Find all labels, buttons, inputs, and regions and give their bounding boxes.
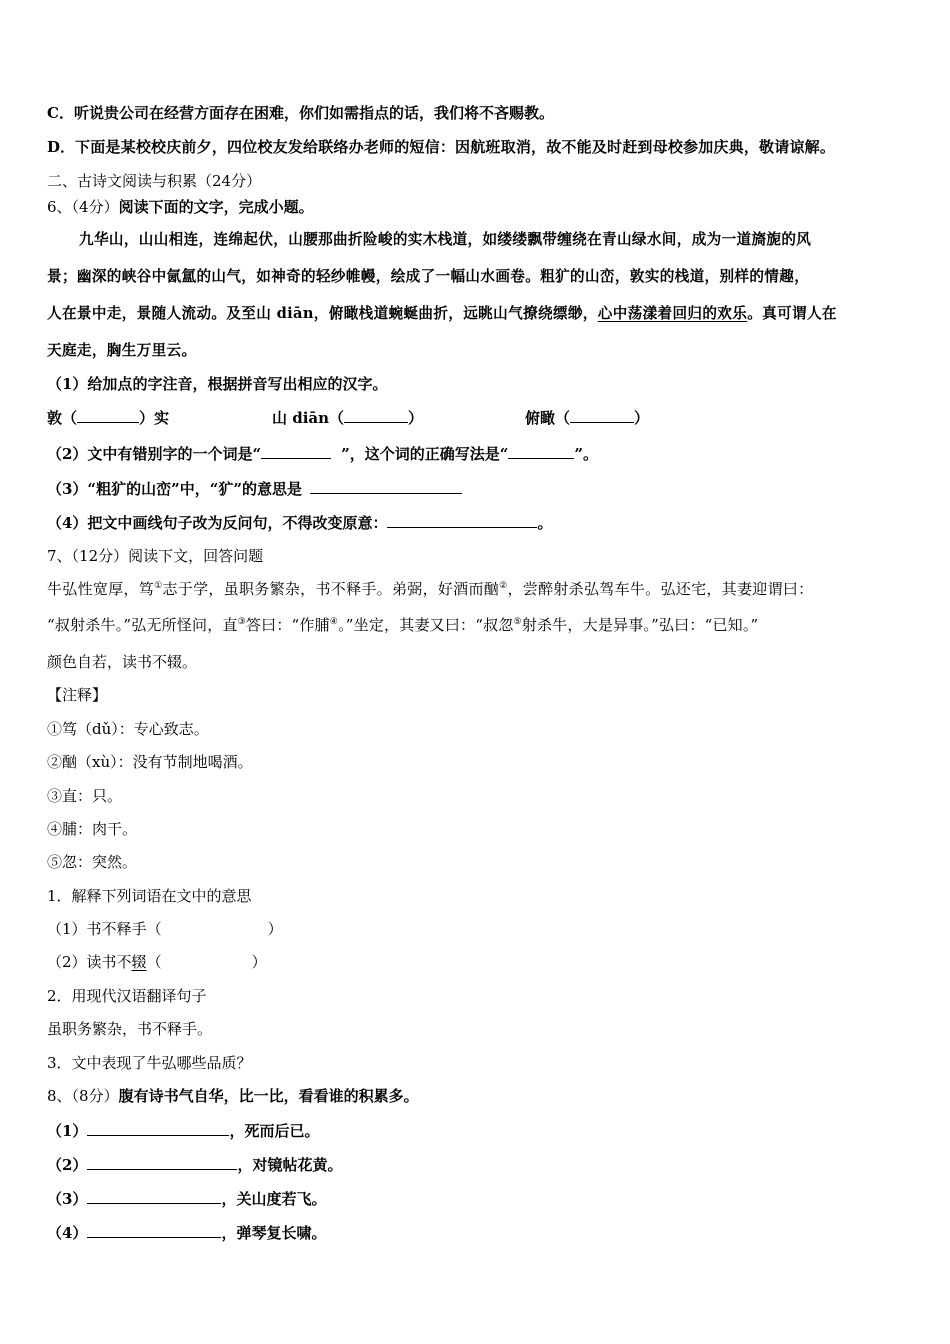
q6-sub2-text-c: ”。 bbox=[574, 445, 598, 463]
q7-heading: 7、（12分）阅读下文，回答问题 bbox=[47, 547, 264, 565]
q6-sub4 bbox=[47, 512, 914, 533]
wrong-word-blank[interactable] bbox=[261, 443, 331, 459]
blank-c-group bbox=[525, 407, 649, 428]
option-c bbox=[47, 103, 914, 123]
q6-passage-line-3-text: 人在景中走，景随人流动。及至山 diān，俯瞰栈道蜿蜒曲折，远眺山气撩绕缥缈， bbox=[47, 305, 598, 322]
q7-passage-line-2 bbox=[47, 615, 914, 635]
task-2-sentence: 虽职务繁杂，书不释手。 bbox=[47, 1020, 213, 1038]
q8-item-2-tail: ，对镜帖花黄。 bbox=[237, 1156, 343, 1174]
q6-passage-line-3-end: 。真可谓人在 bbox=[747, 305, 837, 322]
q6-sub3 bbox=[47, 478, 914, 499]
blank-c-close: ） bbox=[634, 409, 650, 427]
task-1-item-1 bbox=[47, 919, 914, 939]
q7-passage-line-3: 颜色自若，读书不辍。 bbox=[47, 653, 198, 671]
q6-passage-line-4: 天庭走，胸生万里云。 bbox=[47, 342, 197, 359]
blank-b-label: 山 diān（ bbox=[272, 409, 345, 427]
note-ref-4: ④ bbox=[329, 617, 339, 627]
t1-2-open: （ bbox=[146, 953, 162, 971]
rhetorical-question-blank[interactable] bbox=[387, 512, 537, 528]
task-3: 3．文中表现了牛弘哪些品质？ bbox=[47, 1054, 252, 1072]
q6-number: 6、（4分） bbox=[47, 198, 119, 216]
q6-passage-line-3 bbox=[47, 304, 914, 324]
q7-p1-c: ，尝醉射杀弘驾车牛。弘还宅，其妻迎谓曰： bbox=[507, 580, 814, 598]
note-3: ③直：只。 bbox=[47, 787, 123, 805]
q8-item-3-tail: ，关山度若飞。 bbox=[221, 1190, 327, 1208]
q7-p2-d: 射杀牛，大是异事。”弘曰：“已知。” bbox=[521, 616, 759, 634]
task-2: 2．用现代汉语翻译句子 bbox=[47, 987, 207, 1005]
notes-title: 【注释】 bbox=[47, 686, 108, 704]
q6-heading bbox=[47, 197, 914, 217]
q8-item-4 bbox=[47, 1222, 914, 1243]
q6-prompt: 阅读下面的文字，完成小题。 bbox=[118, 198, 314, 216]
q6-sub4-end: 。 bbox=[537, 514, 553, 532]
q7-passage-line-1 bbox=[47, 579, 914, 599]
blank-b-group bbox=[272, 407, 423, 428]
t1-2-close: ） bbox=[251, 953, 267, 971]
t1-1-text: （1）书不 bbox=[47, 920, 117, 938]
q8-item-4-tail: ，弹琴复长啸。 bbox=[221, 1224, 327, 1242]
task-1: 1．解释下列词语在文中的意思 bbox=[47, 887, 252, 905]
blank-b-close: ） bbox=[408, 409, 424, 427]
q8-item-1-tail: ，死而后已。 bbox=[229, 1122, 320, 1140]
q8-item-2-blank[interactable] bbox=[87, 1154, 237, 1170]
q8-item-4-blank[interactable] bbox=[87, 1222, 221, 1238]
q6-passage-line-2: 景；幽深的峡谷中氤氲的山气，如神奇的轻纱帷幔，绘成了一幅山水画卷。粗犷的山峦，敦实的栈道，别样的情趣， bbox=[47, 268, 810, 285]
q7-p2-c: 。”坐定，其妻又曰：“叔忽 bbox=[338, 616, 514, 634]
note-5: ⑤忽：突然。 bbox=[47, 853, 138, 871]
blank-a[interactable] bbox=[77, 407, 139, 423]
note-ref-2: ② bbox=[499, 581, 508, 591]
t1-1-close: ） bbox=[267, 920, 283, 938]
t1-2-text: （2）读书不 bbox=[47, 953, 132, 971]
section-title: 二、古诗文阅读与积累（24分） bbox=[47, 172, 262, 190]
option-d-text: 下面是某校校庆前夕，四位校友发给联络办老师的短信：因航班取消，故不能及时赶到母校参加庆典，敬请谅解。 bbox=[75, 138, 836, 156]
q8-item-3 bbox=[47, 1188, 914, 1209]
q6-blanks-row bbox=[47, 407, 914, 428]
q7-p1-b: 志于学，虽职务繁杂，书不释手。弟弼，好酒而酗 bbox=[162, 580, 500, 598]
meaning-blank[interactable] bbox=[310, 478, 462, 494]
t1-1-word: 释 bbox=[116, 920, 132, 938]
q6-sub1: （1）给加点的字注音，根据拼音写出相应的汉字。 bbox=[47, 375, 388, 393]
blank-a-close: ）实 bbox=[139, 409, 170, 427]
q7-p2-a: “叔射杀牛。”弘无所怪问，直 bbox=[47, 616, 238, 634]
blank-a-label: 敦（ bbox=[47, 409, 78, 427]
q8-item-2 bbox=[47, 1154, 914, 1175]
q7-p1-a: 牛弘性宽厚，笃 bbox=[47, 580, 155, 598]
t1-1-open: 手（ bbox=[131, 920, 162, 938]
note-4: ④脯：肉干。 bbox=[47, 820, 138, 838]
note-ref-1: ① bbox=[154, 581, 163, 591]
q8-item-1 bbox=[47, 1120, 914, 1141]
q6-sub2 bbox=[47, 443, 914, 464]
q8-item-1-blank[interactable] bbox=[87, 1120, 229, 1136]
option-c-text: 听说贵公司在经营方面存在困难，你们如需指点的话，我们将不吝赐教。 bbox=[73, 104, 554, 122]
q8-item-3-num: （3） bbox=[47, 1190, 88, 1208]
q8-item-2-num: （2） bbox=[47, 1156, 88, 1174]
option-d-letter: D． bbox=[47, 138, 76, 156]
blank-b[interactable] bbox=[344, 407, 408, 423]
blank-c[interactable] bbox=[570, 407, 634, 423]
note-2: ②酗（xù）：没有节制地喝酒。 bbox=[47, 753, 253, 771]
t1-2-word: 辍 bbox=[131, 953, 147, 971]
q8-heading bbox=[47, 1086, 914, 1106]
option-d bbox=[47, 137, 914, 157]
q8-number: 8、（8分） bbox=[47, 1087, 119, 1105]
task-1-item-2 bbox=[47, 952, 914, 972]
q8-item-4-num: （4） bbox=[47, 1224, 88, 1242]
q6-sub4-text: （4）把文中画线句子改为反问句，不得改变原意： bbox=[47, 514, 388, 532]
blank-c-label: 俯瞰（ bbox=[525, 409, 571, 427]
q8-prompt: 腹有诗书气自华，比一比，看看谁的积累多。 bbox=[118, 1087, 419, 1105]
q6-sub3-text: （3）“粗犷的山峦”中，“犷”的意思是 bbox=[47, 480, 302, 498]
q6-passage-line-1: 九华山，山山相连，连绵起伏，山腰那曲折险峻的实木栈道，如缕缕飘带缠绕在青山绿水间，成为一道旖旎的风 bbox=[79, 231, 812, 248]
q6-sub2-text-b: ”，这个词的正确写法是“ bbox=[341, 445, 509, 463]
option-c-letter: C． bbox=[47, 104, 74, 122]
q6-underlined-sentence: 心中荡漾着回归的欢乐 bbox=[597, 305, 748, 322]
q6-sub2-text-a: （2）文中有错别字的一个词是“ bbox=[47, 445, 262, 463]
note-ref-5: ⑤ bbox=[513, 617, 522, 627]
q8-item-1-num: （1） bbox=[47, 1122, 88, 1140]
correct-word-blank[interactable] bbox=[508, 443, 574, 459]
q7-p2-b: 答曰：“作脯 bbox=[245, 616, 330, 634]
q8-item-3-blank[interactable] bbox=[87, 1188, 221, 1204]
note-1: ①笃（dǔ）：专心致志。 bbox=[47, 720, 209, 738]
note-ref-3: ③ bbox=[237, 617, 246, 627]
